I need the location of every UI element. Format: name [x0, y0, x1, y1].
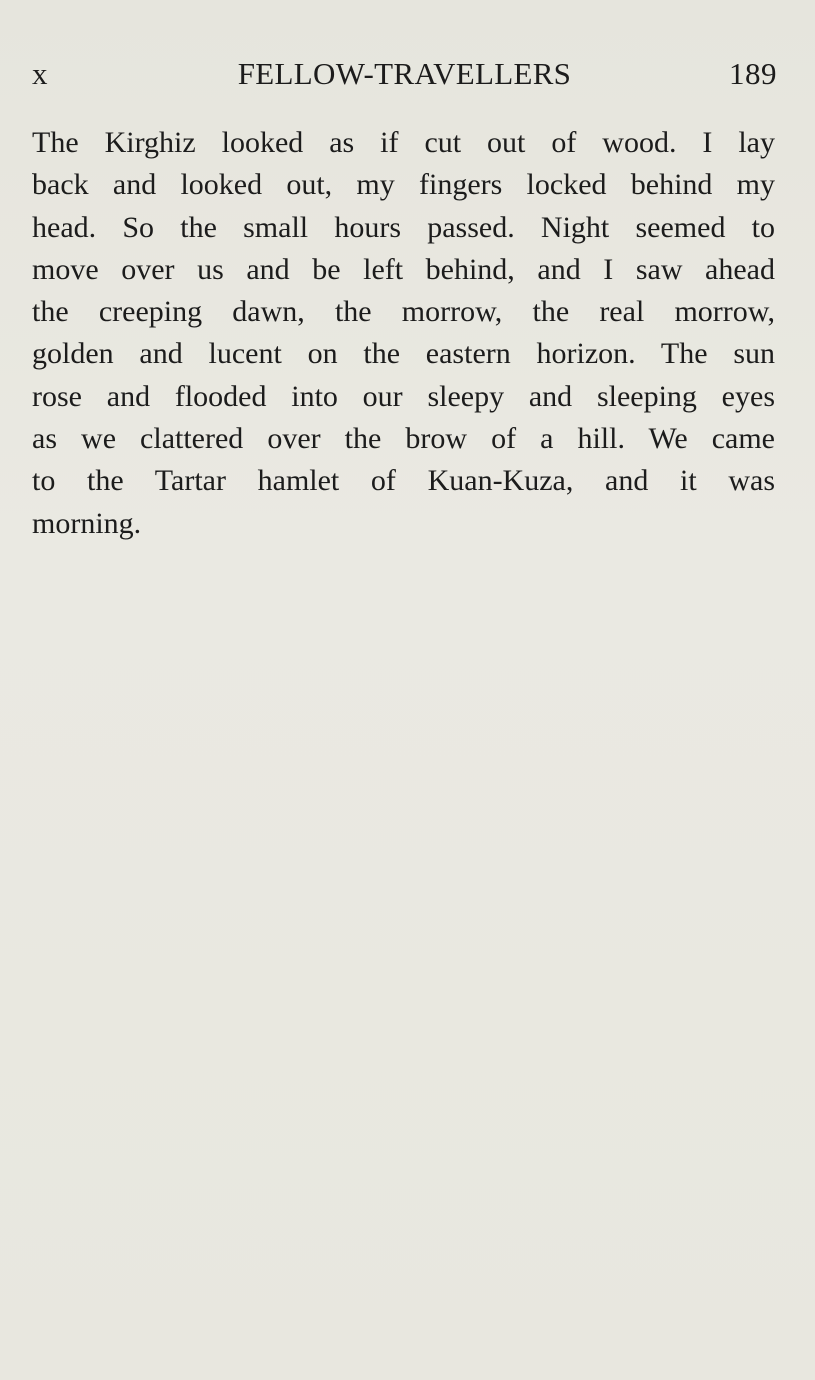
text-line: to the Tartar hamlet of Kuan-Kuza, and it was [32, 464, 775, 498]
chapter-numeral: x [32, 56, 48, 91]
page-number: 189 [729, 56, 777, 91]
text-line: morning. [32, 506, 142, 540]
text-line: head. So the small hours passed. Night seemed to [32, 210, 775, 244]
text-line: as we clattered over the brow of a hill. We came [32, 422, 775, 456]
text-line: the creeping dawn, the morrow, the real morrow, [32, 295, 775, 329]
body-paragraph [32, 122, 775, 545]
text-line: back and looked out, my fingers locked behind my [32, 168, 775, 202]
text-line: move over us and be left behind, and I saw ahead [32, 252, 775, 286]
running-title: FELLOW-TRAVELLERS [237, 56, 572, 91]
text-line: rose and flooded into our sleepy and sleeping eyes [32, 379, 775, 413]
running-head [32, 52, 777, 96]
text-line: golden and lucent on the eastern horizon. The sun [32, 337, 775, 371]
text-line: The Kirghiz looked as if cut out of wood. I lay [32, 126, 775, 159]
